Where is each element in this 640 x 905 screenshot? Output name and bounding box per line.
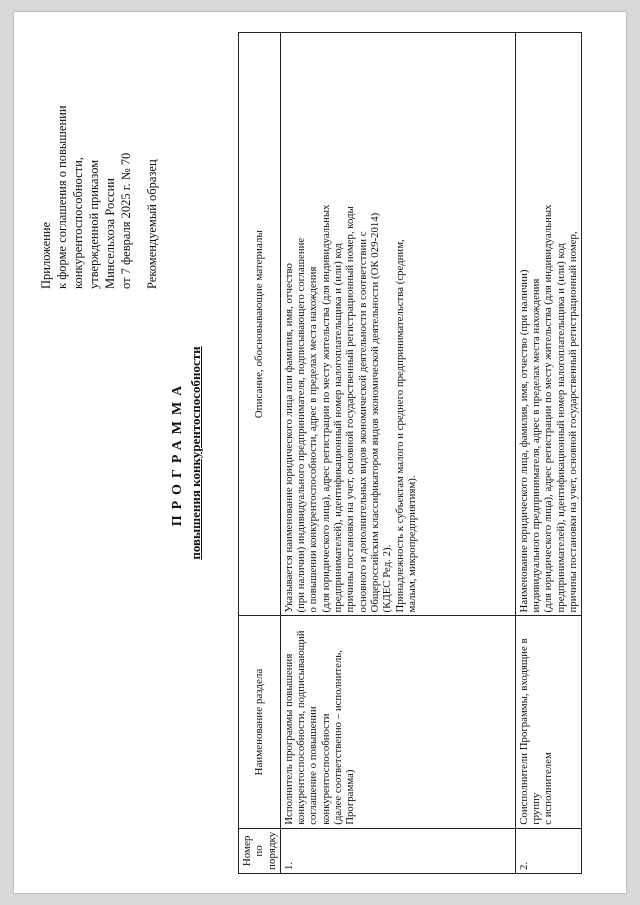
description-line: Принадлежность к субъектам малого и среднего предпринимательства (средним, (393, 239, 406, 613)
description-line: предпринимателей), идентификационный номер налогоплательщика и (или) код (554, 243, 567, 613)
section-line: конкурентоспособности (319, 713, 332, 825)
table-row (280, 33, 515, 874)
section-line: (далее соответственно – исполнитель, (332, 650, 345, 825)
row-section (515, 616, 581, 828)
description-line: причины постановки на учет, основной государственный регистрационный номер, коды (344, 206, 357, 613)
description-line: предпринимателей), идентификационный номер налогоплательщика и (или) код (332, 243, 345, 613)
header-number: Номер по порядку (239, 828, 281, 873)
description-line: причины постановки на учет, основной государственный регистрационный номер, (567, 231, 580, 613)
document-title: ПРОГРАММА (170, 379, 185, 527)
section-line: соглашение о повышении (307, 706, 320, 825)
appendix-line: Минсельхоза России (103, 178, 117, 289)
rotated-landscape-content (30, 32, 610, 874)
table-row (515, 33, 581, 874)
section-line: с исполнителем (542, 752, 555, 825)
appendix-line: Приложение (39, 221, 53, 289)
program-table (238, 32, 582, 874)
description-line: Наименование юридического лица, фамилия, имя, отчество (при наличии) (517, 269, 530, 613)
description-line: (при наличии) индивидуального предпринимателя, подписывающего соглашение (295, 237, 308, 613)
row-description (280, 33, 515, 616)
section-line: конкурентоспособности, подписывающий (295, 630, 308, 825)
document-subtitle: повышения конкурентоспособности (188, 346, 203, 560)
header-description: Описание, обосновывающие материалы (239, 33, 281, 616)
appendix-block (38, 49, 160, 289)
description-line: основного и дополнительных видов экономической деятельности в соответствии с (356, 231, 369, 613)
description-line: Указывается наименование юридического лица или фамилия, имя, отчество (282, 263, 295, 613)
title-block (170, 32, 204, 874)
row-number: 1. (280, 828, 515, 873)
appendix-line: утвержденной приказом (87, 159, 101, 289)
description-line: индивидуального предпринимателя, адрес в пределах места нахождения (530, 278, 543, 613)
appendix-line: от 7 февраля 2025 г. № 70 (119, 152, 133, 289)
section-line: Исполнитель программы повышения (282, 653, 295, 825)
document-page (14, 12, 626, 893)
header-section: Наименование раздела (239, 616, 281, 828)
row-number: 2. (515, 828, 581, 873)
row-description (515, 33, 581, 616)
description-line: о повышении конкурентоспособности, адрес в пределах места нахождения (307, 266, 320, 613)
section-line: Программа) (344, 769, 357, 825)
description-line: малым, микропредприятиям). (405, 475, 418, 613)
section-line: Соисполнители Программы, входящие в группу (517, 638, 543, 825)
table-header-row (239, 33, 281, 874)
description-line: Общероссийским классификатором видов экономической деятельности (ОК 029-2014) (368, 212, 381, 613)
row-section (280, 616, 515, 828)
description-line: (КДЕС Ред. 2). (381, 544, 394, 613)
description-line: (для юридического лица), адрес регистрации по месту жительства (для индивидуальных (319, 204, 332, 613)
sample-note: Рекомендуемый образец (145, 159, 159, 289)
appendix-line: конкурентоспособности, (71, 157, 85, 289)
description-line: (для юридического лица), адрес регистрации по месту жительства (для индивидуальных (542, 204, 555, 613)
appendix-line: к форме соглашения о повышении (55, 105, 69, 289)
